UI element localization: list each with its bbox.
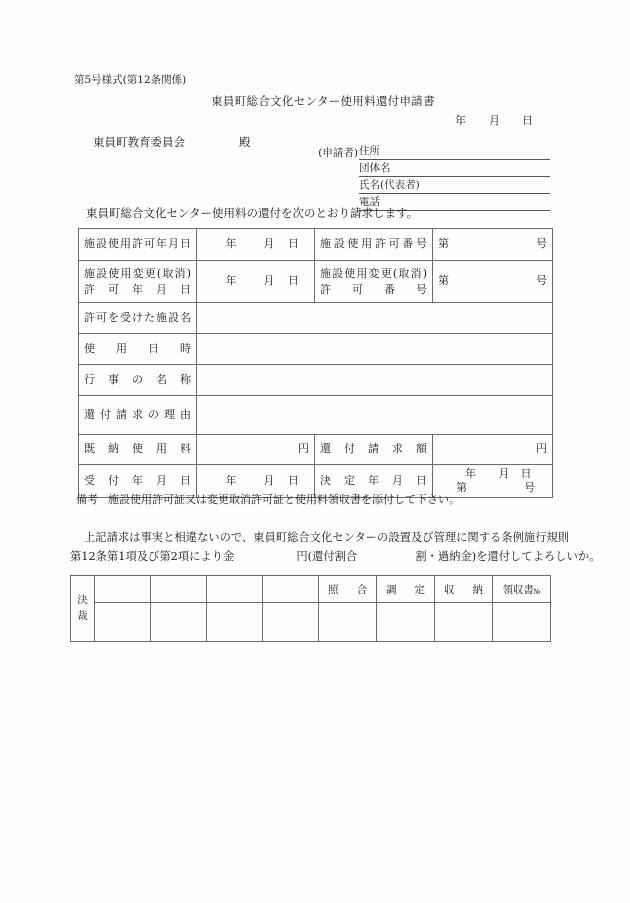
table-row-permit-date xyxy=(79,229,553,261)
cell-permit-number-label xyxy=(315,229,433,261)
cell-usage-datetime-value[interactable] xyxy=(197,334,553,365)
cell-refund-reason-label xyxy=(79,396,197,435)
label-change-number-line1: 施設使用変更(取消) xyxy=(320,266,427,280)
label-event-name: 行事の名称 xyxy=(84,372,191,386)
decision-date-ymd xyxy=(438,467,547,481)
reception-year-label: 年 xyxy=(225,473,237,487)
certification-line2-part1: 第12条第1項及び第2項により金 xyxy=(70,550,235,563)
header-collation xyxy=(319,576,377,603)
applicant-address-label[interactable]: 住所 xyxy=(359,144,550,160)
approval-stamp-cell-1[interactable] xyxy=(95,603,151,642)
table-row-usage-datetime xyxy=(79,334,553,365)
cell-usage-datetime-label xyxy=(79,334,197,365)
label-paid-fee: 既納使用料 xyxy=(84,442,191,456)
certification-line2-part3: 割・過納金)を還付してよろしいか。 xyxy=(415,550,601,563)
reception-month-label: 月 xyxy=(263,473,275,487)
label-reception-date: 受付年月日 xyxy=(84,473,191,487)
decision-month-label: 月 xyxy=(498,467,510,481)
permit-number-suffix: 号 xyxy=(536,237,547,251)
applicant-block xyxy=(310,143,550,211)
table-row-change-date xyxy=(79,261,553,303)
cell-permit-number-value[interactable] xyxy=(433,229,553,261)
label-usage-datetime: 使用日時 xyxy=(84,341,191,355)
permit-day-label: 日 xyxy=(288,237,299,251)
approval-label-char2: 裁 xyxy=(77,609,88,622)
cell-permit-date-value[interactable] xyxy=(197,229,315,261)
table-row-refund-reason xyxy=(79,396,553,435)
approval-stamp-header-2[interactable] xyxy=(151,576,207,603)
applicant-field-organization xyxy=(310,160,550,177)
cell-change-date-label xyxy=(79,261,197,303)
approval-stamp-cell-2[interactable] xyxy=(151,603,207,642)
certification-line2-part2: 円(還付割合 xyxy=(296,550,358,563)
remark-text: 施設使用許可証又は変更取消許可証と使用料領収書を添付して下さい。 xyxy=(108,493,460,506)
header-receipt-number xyxy=(493,576,551,603)
value-receipt-number[interactable] xyxy=(493,603,551,642)
applicant-prefix: (申請者) xyxy=(318,147,358,159)
label-refund-reason: 還付請求の理由 xyxy=(84,407,191,421)
header-collection-label: 収納 xyxy=(444,583,483,596)
approval-stamp-cell-4[interactable] xyxy=(263,603,319,642)
header-assessment xyxy=(377,576,435,603)
decision-number-suffix: 号 xyxy=(524,481,535,494)
date-day-label: 日 xyxy=(522,114,533,127)
header-collation-label: 照合 xyxy=(328,583,367,596)
table-row-facility-name xyxy=(79,303,553,334)
label-change-number-line2: 許可番号 xyxy=(320,282,427,296)
submission-date-line xyxy=(455,112,533,128)
table-row-paid-fee xyxy=(79,435,553,465)
applicant-name-label[interactable]: 氏名(代表者) xyxy=(359,178,550,194)
applicant-field-name xyxy=(310,177,550,194)
label-change-date-line2: 許可年月日 xyxy=(84,282,191,296)
label-change-number xyxy=(320,266,427,298)
addressee-honorific: 殿 xyxy=(239,135,251,149)
decision-year-label: 年 xyxy=(465,467,476,481)
reception-day-label: 日 xyxy=(288,473,299,487)
change-number-suffix: 号 xyxy=(536,274,547,288)
refund-amount-yen-unit: 円 xyxy=(536,442,547,456)
refund-application-table xyxy=(78,228,553,498)
change-year-label: 年 xyxy=(225,274,237,288)
change-day-label: 日 xyxy=(288,274,299,288)
approval-stamp-header-4[interactable] xyxy=(263,576,319,603)
paid-fee-yen-unit: 円 xyxy=(298,442,309,456)
change-number-prefix: 第 xyxy=(438,274,449,288)
request-statement: 東員町総合文化センター使用料の還付を次のとおり請求します。 xyxy=(86,206,419,220)
certification-line-2 xyxy=(70,547,601,566)
document-title: 東員町総合文化センター使用料還付申請書 xyxy=(211,94,435,108)
approval-stamp-header-1[interactable] xyxy=(95,576,151,603)
approval-header-row xyxy=(71,576,551,603)
approval-label-char1: 決 xyxy=(77,593,88,606)
date-year-label: 年 xyxy=(455,114,466,127)
receipt-header-text: 領収書 xyxy=(502,583,534,596)
table-row-event-name xyxy=(79,365,553,396)
remark-label: 備考 xyxy=(76,493,98,506)
receipt-header-no-mark: № xyxy=(533,586,541,596)
cell-facility-name-value[interactable] xyxy=(197,303,553,334)
header-assessment-label: 調定 xyxy=(386,583,425,596)
approval-stamp-cell-3[interactable] xyxy=(207,603,263,642)
applicant-phone-label[interactable]: 電話 xyxy=(359,195,550,211)
label-permit-date: 施設使用許可年月日 xyxy=(84,237,191,251)
permit-number-prefix: 第 xyxy=(438,237,449,251)
value-assessment[interactable] xyxy=(377,603,435,642)
label-permit-number: 施設使用許可番号 xyxy=(320,237,427,251)
date-month-label: 月 xyxy=(489,114,500,127)
cell-change-date-value[interactable] xyxy=(197,261,315,303)
form-code: 第5号様式(第12条関係) xyxy=(74,74,187,86)
header-collection xyxy=(435,576,493,603)
approval-label-cell xyxy=(71,576,95,642)
label-change-date xyxy=(84,266,191,298)
approval-stamp-table xyxy=(70,575,551,642)
applicant-field-address xyxy=(310,143,550,160)
change-month-label: 月 xyxy=(263,274,275,288)
label-refund-amount: 還付請求額 xyxy=(320,442,427,456)
decision-day-label: 日 xyxy=(520,467,532,481)
value-collection[interactable] xyxy=(435,603,493,642)
label-decision-date: 決定年月日 xyxy=(320,473,427,487)
cell-refund-reason-value[interactable] xyxy=(197,396,553,435)
approval-value-row xyxy=(71,603,551,642)
cell-event-name-value[interactable] xyxy=(197,365,553,396)
cell-event-name-label xyxy=(79,365,197,396)
cell-permit-date-label xyxy=(79,229,197,261)
cell-change-number-value[interactable] xyxy=(433,261,553,303)
addressee-name: 東員町教育委員会 xyxy=(93,135,185,149)
label-change-date-line1: 施設使用変更(取消) xyxy=(84,266,191,280)
cell-facility-name-label xyxy=(79,303,197,334)
cell-paid-fee-label xyxy=(79,435,197,465)
decision-number-prefix: 第 xyxy=(456,481,467,494)
cell-refund-amount-label xyxy=(315,435,433,465)
certification-paragraph xyxy=(70,528,601,566)
permit-month-label: 月 xyxy=(263,237,275,251)
applicant-organization-label[interactable]: 団体名 xyxy=(359,161,550,177)
remark-line xyxy=(76,491,460,507)
addressee-line xyxy=(93,134,251,150)
label-facility-name: 許可を受けた施設名 xyxy=(84,310,191,324)
cell-change-number-label xyxy=(315,261,433,303)
certification-line-1: 上記請求は事実と相違ないので、東員町総合文化センターの設置及び管理に関する条例施行規則 xyxy=(84,531,570,544)
permit-year-label: 年 xyxy=(225,237,237,251)
value-collation[interactable] xyxy=(319,603,377,642)
header-receipt-number-label xyxy=(503,584,541,596)
cell-paid-fee-value[interactable] xyxy=(197,435,315,465)
approval-stamp-header-3[interactable] xyxy=(207,576,263,603)
cell-refund-amount-value[interactable] xyxy=(433,435,553,465)
